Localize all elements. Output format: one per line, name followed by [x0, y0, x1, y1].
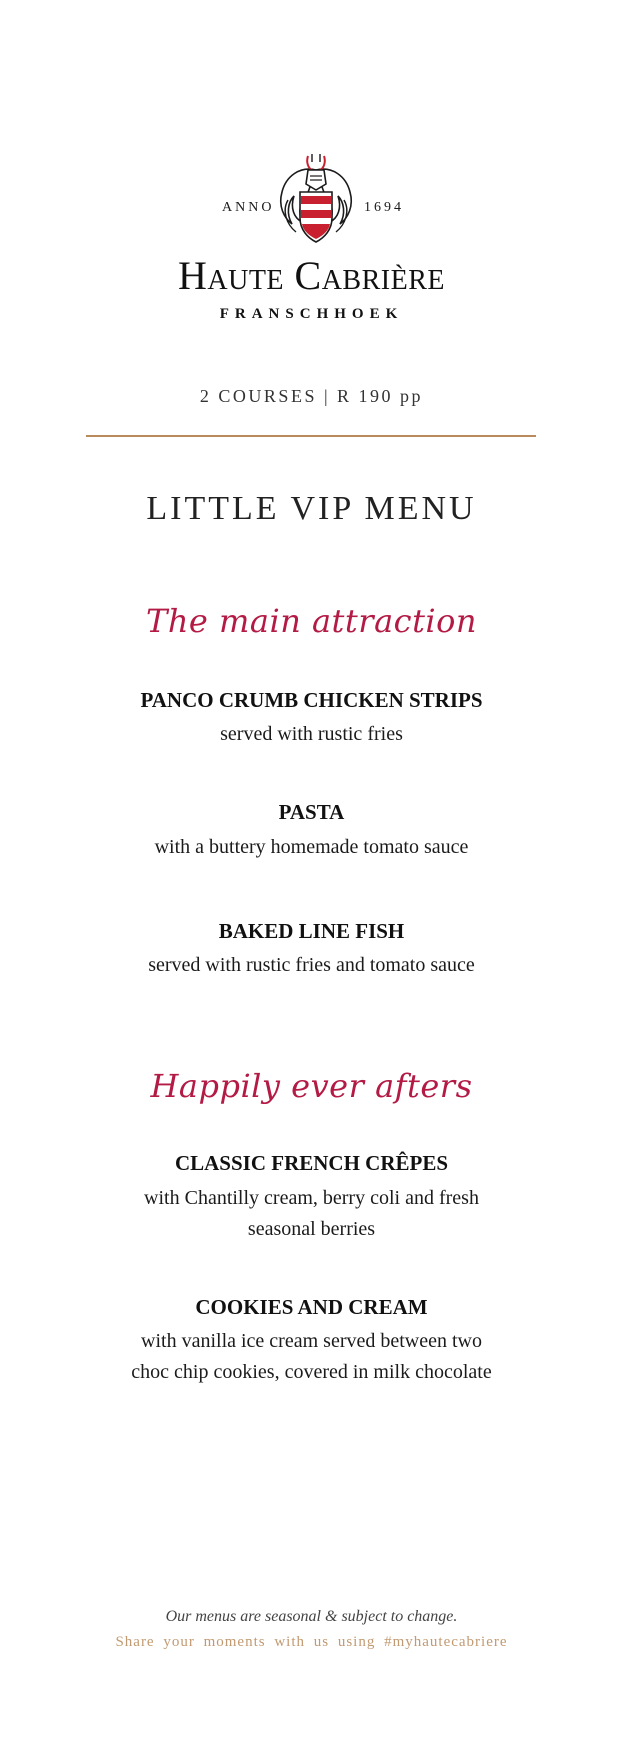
logo: [0, 152, 623, 252]
dish-description: with a buttery homemade tomato sauce: [154, 836, 469, 858]
pricing-line: 2 COURSES | R 190 pp: [199, 386, 424, 406]
brand-name: Haute Cabrière: [178, 253, 445, 298]
dish-name: CLASSIC FRENCH CRÊPES: [174, 1151, 449, 1175]
dish-description: served with rustic fries and tomato sauce: [148, 954, 475, 976]
section-heading-mains: The main attraction: [145, 602, 478, 640]
dish-description: choc chip cookies, covered in milk chocolate: [131, 1361, 492, 1383]
dish-name: PASTA: [278, 800, 345, 824]
year-label: 1694: [364, 200, 404, 215]
location-label: FRANSCHHOEK: [219, 306, 404, 322]
menu-title: LITTLE VIP MENU: [146, 490, 477, 527]
dish-description: served with rustic fries: [220, 723, 403, 745]
seasonal-note: Our menus are seasonal & subject to change.: [165, 1608, 458, 1625]
dish-name: COOKIES AND CREAM: [195, 1295, 428, 1319]
dish-name: BAKED LINE FISH: [218, 919, 405, 943]
crest-icon: [272, 152, 360, 252]
divider: [86, 435, 536, 437]
dish-description: seasonal berries: [247, 1218, 376, 1240]
dish-description: with vanilla ice cream served between two: [141, 1330, 482, 1352]
dish-name: PANCO CRUMB CHICKEN STRIPS: [140, 688, 483, 712]
section-heading-desserts: Happily ever afters: [150, 1067, 473, 1105]
social-share-text: Share your moments with us using #myhautecabriere: [115, 1634, 508, 1650]
dish-description: with Chantilly cream, berry coli and fresh: [144, 1187, 479, 1209]
anno-label: ANNO: [222, 200, 275, 215]
